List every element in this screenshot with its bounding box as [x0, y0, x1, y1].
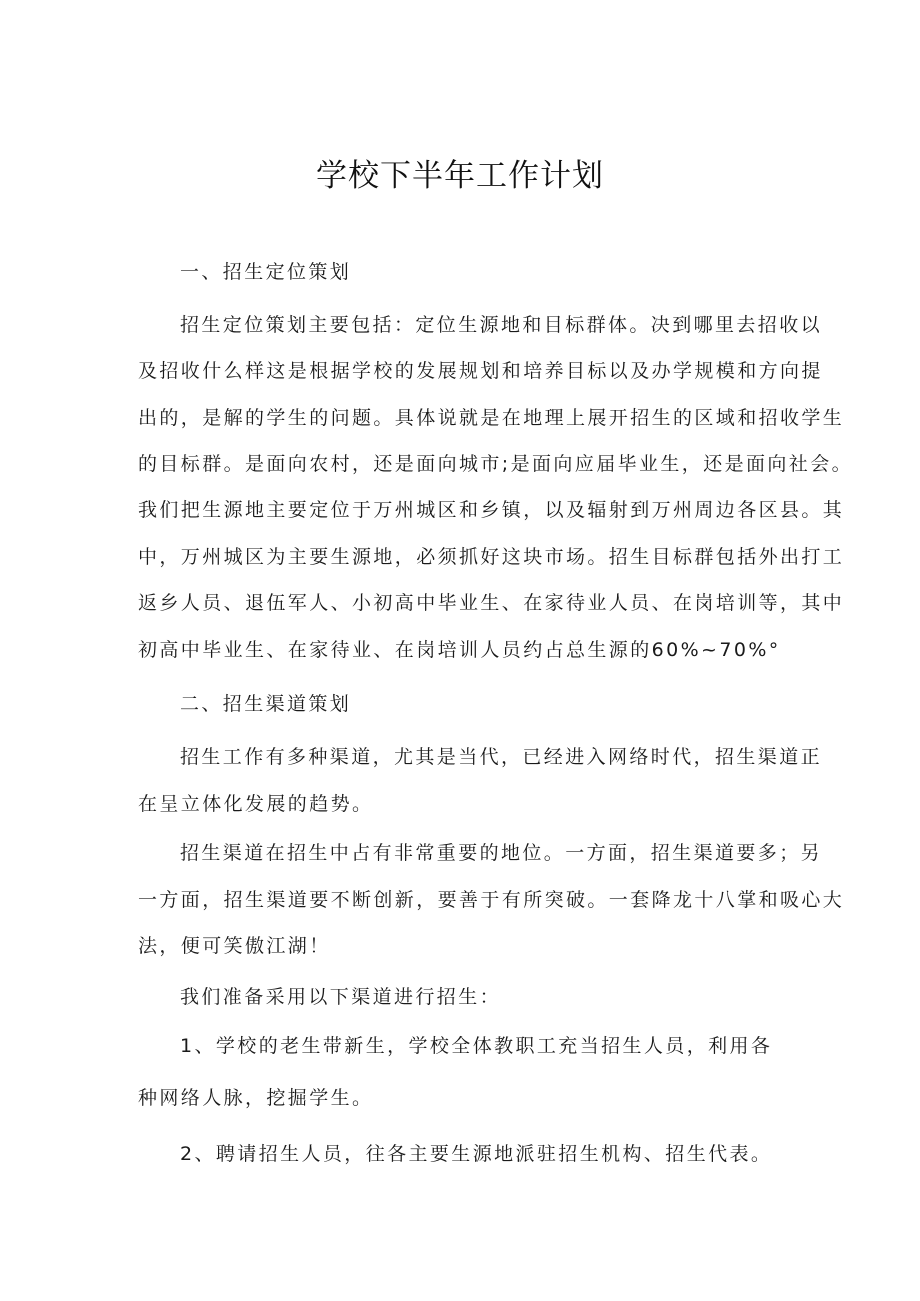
paragraph-line: 招生工作有多种渠道，尤其是当代，已经进入网络时代，招生渠道正: [180, 746, 823, 768]
paragraph-line: 招生渠道在招生中占有非常重要的地位。一方面，招生渠道要多；另: [180, 842, 823, 864]
paragraph-line: 出的，是解的学生的问题。具体说就是在地理上展开招生的区域和招收学生: [138, 407, 845, 429]
paragraph-line: 中，万州城区为主要生源地，必须抓好这块市场。招生目标群包括外出打工: [138, 546, 845, 568]
paragraph-line: 的目标群。是面向农村，还是面向城市;是面向应届毕业生，还是面向社会。: [138, 453, 854, 475]
paragraph-line: 及招收什么样这是根据学校的发展规划和培养目标以及办学规模和方向提: [138, 360, 823, 382]
paragraph-line: 招生定位策划主要包括：定位生源地和目标群体。决到哪里去招收以: [180, 314, 823, 336]
paragraph-line: 法，便可笑傲江湖！: [138, 935, 331, 957]
paragraph-line: 初高中毕业生、在家待业、在岗培训人员约占总生源的60%~70%°: [138, 639, 781, 661]
list-item-1-continued: 种网络人脉，挖掘学生。: [138, 1087, 374, 1109]
document-title: 学校下半年工作计划: [316, 158, 604, 194]
paragraph-line: 我们准备采用以下渠道进行招生：: [180, 986, 502, 1008]
paragraph-line: 一方面，招生渠道要不断创新，要善于有所突破。一套降龙十八掌和吸心大: [138, 889, 845, 911]
paragraph-line: 我们把生源地主要定位于万州城区和乡镇，以及辐射到万州周边各区县。其: [138, 499, 845, 521]
list-item-1: 1、学校的老生带新生，学校全体教职工充当招生人员，利用各: [180, 1035, 773, 1057]
list-item-2: 2、聘请招生人员，往各主要生源地派驻招生机构、招生代表。: [180, 1143, 773, 1165]
paragraph-line: 在呈立体化发展的趋势。: [138, 793, 374, 815]
section-heading-2: 二、招生渠道策划: [180, 693, 352, 715]
paragraph-line: 返乡人员、退伍军人、小初高中毕业生、在家待业人员、在岗培训等，其中: [138, 592, 845, 614]
section-heading-1: 一、招生定位策划: [180, 261, 352, 283]
